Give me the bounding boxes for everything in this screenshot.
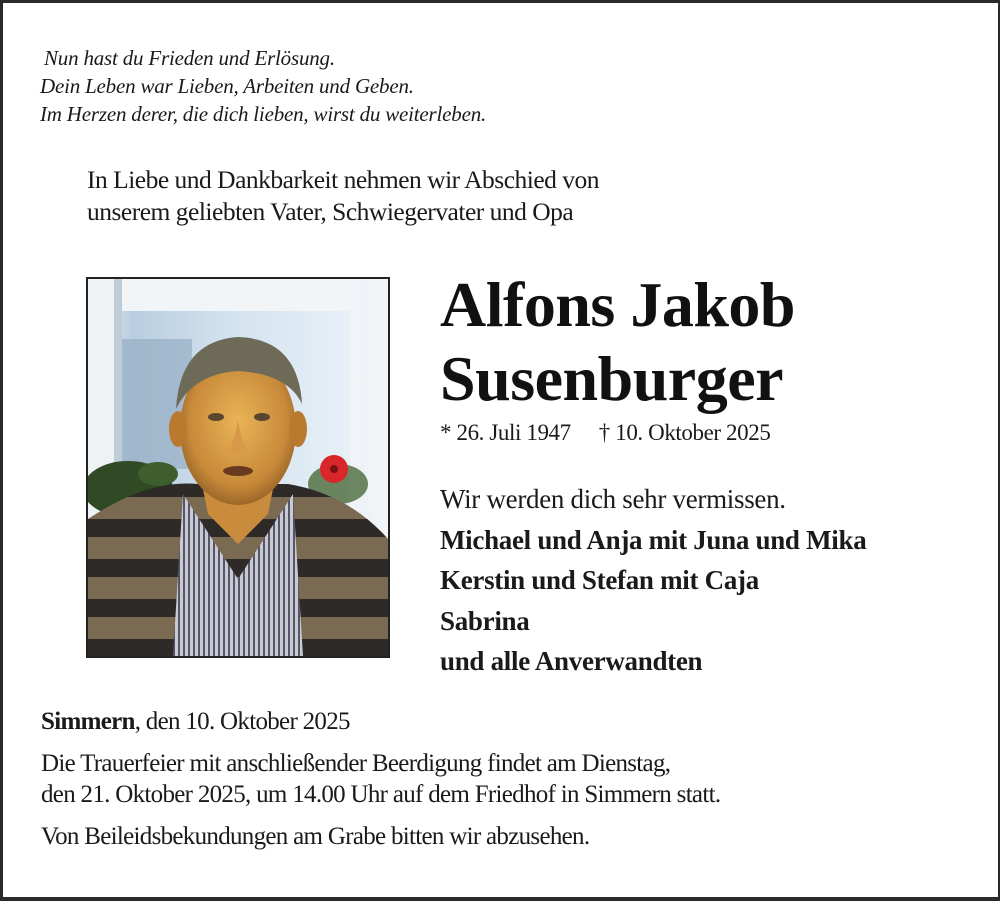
place-name: Simmern	[41, 708, 135, 735]
intro-line: In Liebe und Dankbarkeit nehmen wir Abschied von	[87, 165, 600, 194]
funeral-line: Die Trauerfeier mit anschließender Beerdigung findet am Dienstag,	[41, 750, 671, 777]
intro-line: unserem geliebten Vater, Schwiegervater und Opa	[87, 197, 574, 226]
footer-info	[41, 706, 720, 852]
mourner-name: Sabrina	[440, 605, 530, 636]
death-date: 10. Oktober 2025	[615, 420, 771, 445]
mourner-name: Michael und Anja mit Juna und Mika	[440, 524, 867, 555]
mourners	[440, 479, 866, 682]
birth-date: 26. Juli 1947	[456, 420, 571, 445]
intro-text	[87, 164, 599, 228]
date-text: , den 10. Oktober 2025	[134, 708, 350, 735]
funeral-line: den 21. Oktober 2025, um 14.00 Uhr auf dem Friedhof in Simmern statt.	[41, 781, 721, 808]
poem-line: Nun hast du Frieden und Erlösung.	[44, 46, 335, 70]
poem	[40, 44, 486, 128]
deceased-name-line2: Susenburger	[440, 343, 783, 414]
mourner-name: und alle Anverwandten	[440, 646, 703, 676]
poem-line: Im Herzen derer, die dich lieben, wirst du weiterleben.	[40, 102, 487, 126]
deceased-name	[440, 268, 795, 416]
condolence-note: Von Beileidsbekundungen am Grabe bitten wir abzusehen.	[41, 823, 590, 850]
death-cross-icon: †	[598, 420, 610, 445]
birth-star-icon: *	[440, 420, 452, 445]
portrait-image-icon	[88, 279, 388, 656]
portrait-photo	[86, 277, 390, 658]
life-dates	[440, 419, 770, 447]
mourner-name: Kerstin und Stefan mit Caja	[440, 565, 759, 595]
poem-line: Dein Leben war Lieben, Arbeiten und Geben.	[40, 74, 414, 98]
deceased-name-line1: Alfons Jakob	[440, 269, 795, 340]
mourners-message: Wir werden dich sehr vermissen.	[440, 484, 786, 514]
place-date	[41, 706, 720, 737]
